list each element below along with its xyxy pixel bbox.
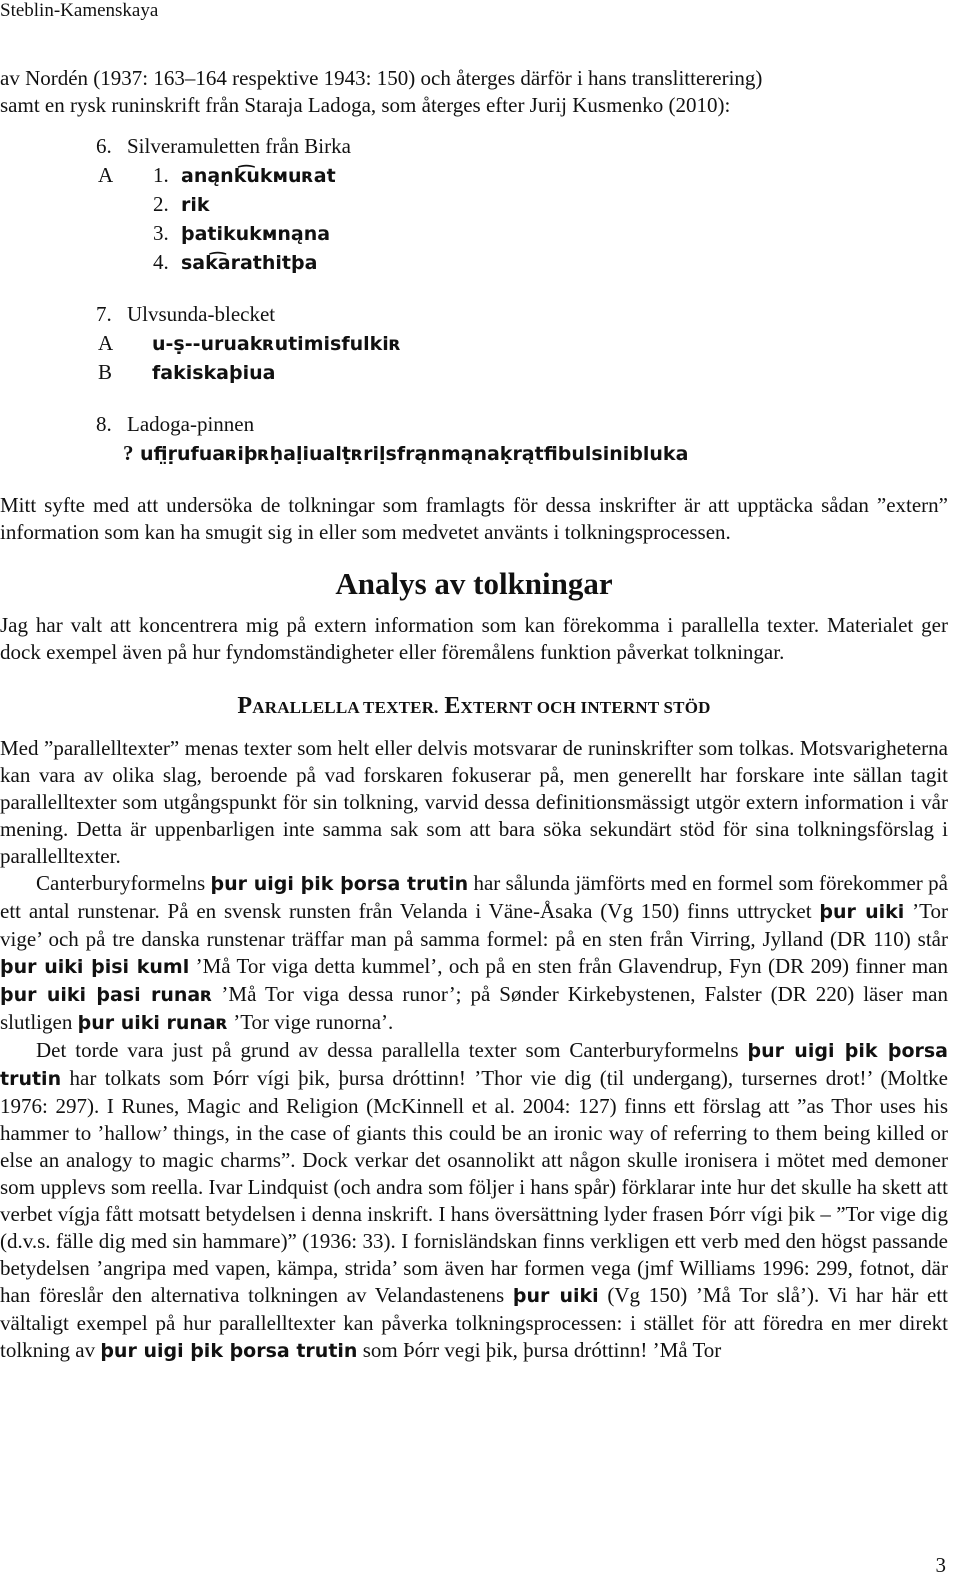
runic-transliteration: fakiskaþiua [152,362,276,384]
inscription-number: 7. [96,302,112,326]
section-intro-paragraph: Jag har valt att koncentrera mig på extern information som kan förekomma i parallella texter. Materialet ger dock exempel även på hur fyndomständigheter eller föremålens funktion påverkat tolkningar. [0,613,948,664]
inscription-6-line-4 [0,249,948,278]
inscription-title: Ladoga-pinnen [127,412,255,436]
inscription-title: Ulvsunda-blecket [127,302,276,326]
purpose-paragraph: Mitt syfte med att undersöka de tolkningar som framlagts för dessa inskrifter är att upptäcka sådan ”extern” information som kan ha smugit sig in eller som medvetet använts i tolkningsprocessen. [0,493,948,544]
body-text: har sålunda jämförts med en formel som förekommer på ett antal runstenar. På en svensk runsten från Velanda i Väne-Åsaka (Vg 150) finns uttrycket [0,871,948,923]
intro-line: av Nordén (1937: 163–164 respektive 1943: 150) och återges därför i hans translitterering) [0,66,763,90]
heading-rest: ARALLELLA TEXTER. [252,698,439,717]
line-number: 3. [153,221,169,245]
body-text: har tolkats som Þórr vígi þik, þursa dróttinn! ’Thor vie dig (til undergang), tursernes drot!’ (Moltke 1976: 297). I Runes, Magic and Religion (McKinnell et al. 2004: 127) finns ett förslag att ”as Thor uses his hammer to ’hallow’ things, in the case of giants this could be an ironic way of referring to them being killed or else an analogy to magic charms”. Dock verkar det osannolikt att någon skulle ironisera i mötet med demoner som upplevs som reella. Ivar Lindquist (och andra som följer i hans spår) förklarar inte hur det skulle ha skett att verbet vígja fått motsatt betydelsen i denna inskrift. I hans översättning lyder frasen Þórr vígi þik – ”Tor vige dig (d.v.s. fälle dig med sin hammare)” (1936: 33). I fornisländskan finns verkligen ett verb med den högst passande betydelsen ’angripa med vapen, kämpa, strida’ som även har formen vega (jmf Williams 1996: 299, fotnot, där han föreslår den alternativa tolkningen av Velandastenens [0,1066,948,1307]
body-text: ’Må Tor viga dessa runor’; på Sønder Kirkebystenen, Falster (DR 220) läser man slutligen [0,982,949,1034]
inscription-7-heading [0,301,948,330]
page-body [0,65,948,1365]
runic-quote: þur uigi þik þorsa trutin [100,1340,358,1362]
canterbury-paragraph [0,870,948,1037]
inscription-6-line-1 [0,162,948,191]
heading-initial: E [444,693,461,719]
uncertain-mark: ? [123,441,134,465]
inscription-6-heading [0,133,948,162]
body-text: Canterburyformelns [36,871,211,895]
inscription-7-side-b [0,359,948,388]
runic-quote: þur uiki [819,901,905,923]
runic-transliteration: ufi̤ṛufuaʀiþʀḥaḷiualṭʀriḷsfrąnmąnaḳrątfibulsinibluka [140,443,689,465]
running-header-author: Steblin-Kamenskaya [0,0,159,21]
section-heading: Analys av tolkningar [335,566,613,601]
parallel-texts-paragraph: Med ”parallelltexter” menas texter som helt eller delvis motsvarar de runinskrifter som tolkas. Motsvarigheterna kan vara av olika slag, beroende på vad forskaren fokuserar på, men generellt har forskare inte sällan tagit parallelltexter som utgångspunkt för sin tolkning, varvid dessa definitionsmässigt utgör extern information i vår mening. Detta är uppenbarligen inte samma sak som att bara söka sekundärt stöd för sina tolkningsförslag i parallelltexter. [0,736,948,868]
body-text: ’Må Tor viga detta kummel’, och på en sten från Glavendrup, Fyn (DR 209) finner man [189,954,948,978]
body-text: ’Tor vige runorna’. [227,1010,394,1034]
inscription-6-line-3 [0,220,948,249]
runic-transliteration: þatikukмnąna [181,223,331,245]
page-number: 3 [935,1553,946,1577]
side-label: B [98,360,113,384]
line-number: 4. [153,250,169,274]
inscription-8-text [0,440,948,469]
intro-paragraph [0,65,948,119]
side-label: A [98,163,114,187]
runic-quote: þur uigi þik þorsa trutin [0,1040,948,1090]
runic-quote: þur uiki runaʀ [77,1012,228,1034]
body-text: ’Tor vige’ och på tre danska runstenar träffar man på samma formel: på en sten från Virring, Jylland (DR 110) står [0,899,948,951]
inscription-number: 6. [96,134,112,158]
side-label: A [98,331,114,355]
runic-quote: þur uiki þisi kuml [0,956,190,978]
inscription-6-line-2 [0,191,948,220]
body-text: som Þórr vegi þik, þursa dróttinn! ’Må Tor [357,1338,722,1362]
runic-transliteration: anąnk͡ukмuʀat [181,165,336,187]
heading-rest: XTERNT OCH INTERNT STÖD [460,698,711,717]
body-text: (Vg 150) ’Må Tor slå’). Vi har här ett vältaligt exempel på hur parallelltexter kan påverka tolkningsprocessen: i stället för att föredra en mer direkt tolkning av [0,1283,949,1362]
interpretation-paragraph [0,1037,948,1365]
runic-quote: þur uiki [512,1285,599,1307]
runic-quote: þur uiki þasi runaʀ [0,984,213,1006]
runic-transliteration: u-ṣ--uruakʀutimisfulkiʀ [152,333,401,355]
runic-transliteration: sak͡arathitþa [181,252,318,274]
line-number: 1. [153,163,169,187]
line-number: 2. [153,192,169,216]
body-text: Det torde vara just på grund av dessa parallella texter som Canterburyformelns [36,1038,748,1062]
inscription-title: Silveramuletten från Birka [127,134,351,158]
intro-line: samt en rysk runinskrift från Staraja Ladoga, som återges efter Jurij Kusmenko (2010): [0,93,731,117]
inscription-7-side-a [0,330,948,359]
runic-transliteration: rik [181,194,210,216]
heading-initial: P [237,693,253,719]
inscription-8-heading [0,411,948,440]
runic-quote: þur uigi þik þorsa trutin [210,873,469,895]
subsection-heading [0,692,948,721]
inscription-number: 8. [96,412,112,436]
